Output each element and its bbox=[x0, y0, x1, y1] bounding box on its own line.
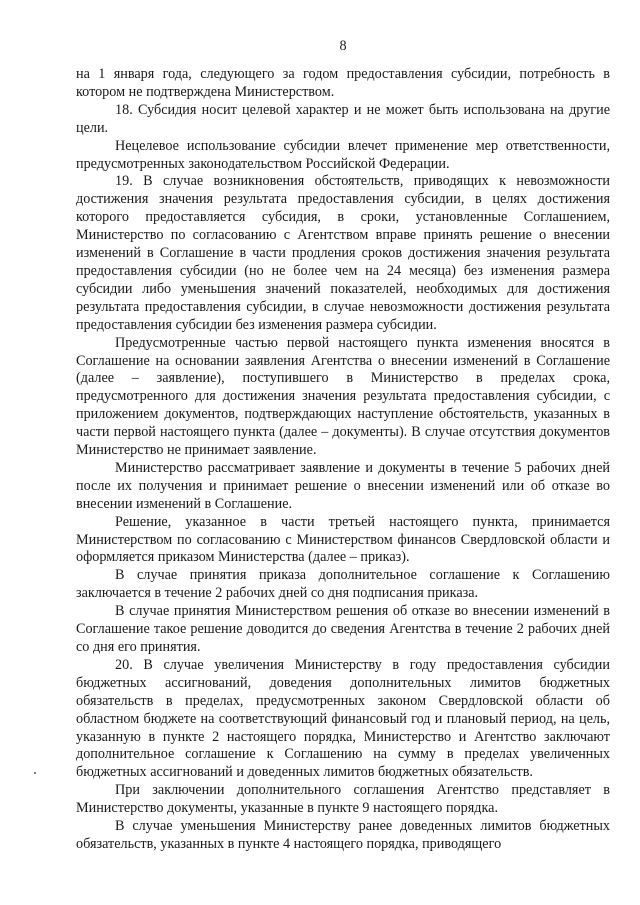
scan-speck bbox=[34, 772, 36, 774]
paragraph-documents-submission: При заключении дополнительного соглашения Агентство представляет в Министерство документы, указанные в пункте 9 настоящего порядка. bbox=[76, 782, 610, 817]
paragraph-decision-order: Решение, указанное в части третьей настоящего пункта, принимается Министерством по согласованию с Министерством финансов Свердловской области и оформляется приказом Министерства (далее – приказ). bbox=[76, 513, 610, 566]
paragraph-changes-application: Предусмотренные частью первой настоящего пункта изменения вносятся в Соглашение на основании заявления Агентства о внесении изменений в Соглашение (далее – заявление), поступившего в Министерство в пределах срока, предусмотренного для достижения значения результата предоставления субсидии, с приложением документов, подтверждающих наступление обстоятельств, указанных в части первой настоящего пункта (далее – документы). В случае отсутствия документов Министерство не принимает заявление. bbox=[76, 334, 610, 459]
paragraph-item-18: 18. Субсидия носит целевой характер и не может быть использована на другие цели. bbox=[76, 101, 610, 136]
paragraph-item-20: 20. В случае увеличения Министерству в году предоставления субсидии бюджетных ассигнований, доведения дополнительных лимитов бюджетных обязательств в пределах, предусмотренных законом Свердловской области об областном бюджете на соответствующий финансовый год и плановый период, на цель, указанную в пункте 2 настоящего порядка, Министерство и Агентство заключают дополнительное соглашение к Соглашению на сумму в пределах увеличенных бюджетных ассигнований и доведенных лимитов бюджетных обязательств. bbox=[76, 656, 610, 781]
paragraph-limits-reduction: В случае уменьшения Министерству ранее доведенных лимитов бюджетных обязательств, указанных в пункте 4 настоящего порядка, приводящего bbox=[76, 818, 610, 852]
paragraph-additional-agreement: В случае принятия приказа дополнительное соглашение к Соглашению заключается в течение 2 рабочих дней со дня подписания приказа. bbox=[76, 567, 610, 602]
paragraph-review-period: Министерство рассматривает заявление и документы в течение 5 рабочих дней после их получения и принимает решение о внесении изменений или об отказе во внесении изменений в Соглашение. bbox=[76, 459, 610, 512]
page-number: 8 bbox=[339, 38, 347, 54]
paragraph-misuse-liability: Нецелевое использование субсидии влечет применение мер ответственности, предусмотренных законодательством Российской Федерации. bbox=[76, 137, 610, 172]
paragraph-item-19: 19. В случае возникновения обстоятельств, приводящих к невозможности достижения значения результата предоставления субсидии, в целях достижения которого предоставляется субсидия, в сроки, установленные Соглашением, Министерство по согласованию с Агентством вправе принять решение о внесении изменений в Соглашение в части продления сроков достижения значения результата предоставления субсидии (но не более чем на 24 месяца) без изменения размера субсидии либо уменьшения значений показателей, необходимых для достижения результата предоставления субсидии, в случае невозможности достижения результата предоставления субсидии без изменения размера субсидии. bbox=[76, 173, 610, 333]
document-page bbox=[76, 38, 610, 898]
paragraph-continuation: на 1 января года, следующего за годом предоставления субсидии, потребность в котором не подтверждена Министерством. bbox=[76, 66, 610, 100]
paragraph-refusal-notice: В случае принятия Министерством решения об отказе во внесении изменений в Соглашение такое решение доводится до сведения Агентства в течение 2 рабочих дней со дня его принятия. bbox=[76, 603, 610, 655]
